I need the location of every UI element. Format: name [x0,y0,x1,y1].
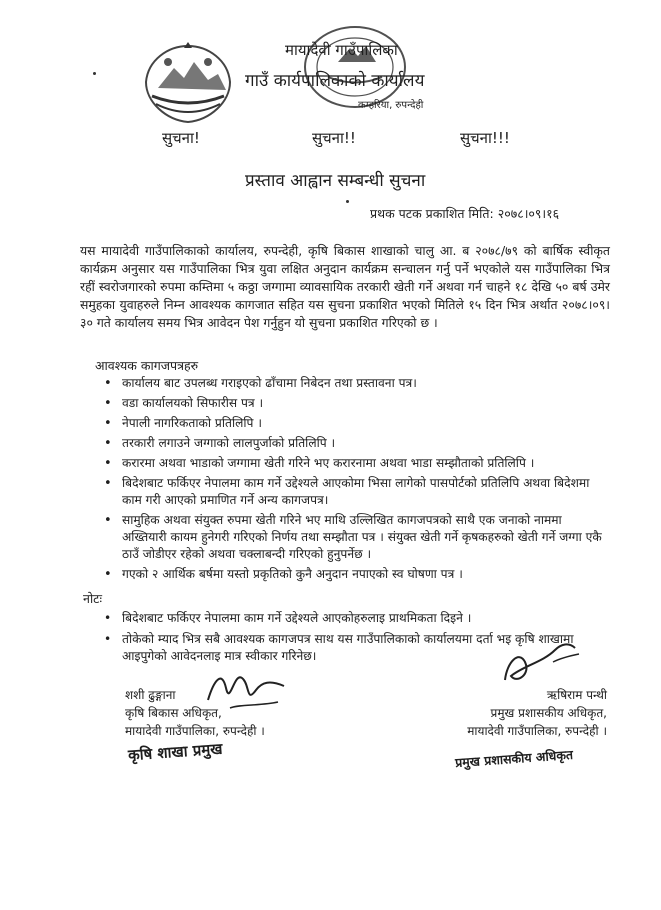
list-item: • तोकेको म्याद भित्र सबै आवश्यक कागजपत्र साथ यस गाउँपालिकाको कार्यालयमा दर्ता भइ कृषि शाखामा आइपुगेको आवेदनलाइ मात्र स्वीकार गरिनेछ। [100,631,610,665]
signatory-name: शशी ढुङ्गाना [125,688,176,702]
signatory-title: कृषि बिकास अधिकृत, [125,706,222,720]
signatory-office: मायादेवी गाउँपालिका, रुपन्देही । [467,724,607,738]
notice-subject: प्रस्ताव आह्वान सम्बन्धी सुचना [245,171,426,191]
office-title: गाउँ कार्यपालिकाको कार्यालय [245,71,425,91]
office-name: मायादेवी गाउँपालिका [285,41,398,59]
signatory-office: मायादेवी गाउँपालिका, रुपन्देही । [125,724,265,738]
notice-label-2: सुचना!! [312,129,356,147]
office-address: कम्हरिया, रुपन्देही [358,100,424,111]
note-label: नोटः [83,591,103,606]
signatory-title: प्रमुख प्रशासकीय अधिकृत, [490,706,607,720]
list-item: • करारमा अथवा भाडाको जग्गामा खेती गरिने भए करारनामा अथवा भाडा सम्झौताको प्रतिलिपि । [100,455,610,472]
nepal-emblem-icon [138,40,238,128]
stamp-text: कृषि शाखा प्रमुख [127,739,224,765]
body-paragraph: यस मायादेवी गाउँपालिकाको कार्यालय, रुपन्देही, कृषि बिकास शाखाको चालु आ. ब २०७८/७९ को बार्षिक स्वीकृत कार्यक्रम अनुसार यस गाउँपालिका भित्र युवा लक्षित अनुदान कार्यक्रम सन्चालन गर्नु पर्ने भएकोले यस गाउँपालिका भित्र रहीं स्वरोजगारको रुपमा कम्तिमा ५ कठ्ठा जग्गामा व्यावसायिक तरकारी खेती गर्ने अथवा गर्न चाहने १८ देखि ५० बर्ष उमेर समुहका युवाहरुले निम्न आवश्यक कागजात सहित यस सुचना प्रकाशित भएको मितिले १५ दिन भित्र अर्थात २०७८।०९।३० गते कार्यालय समय भित्र आवेदन पेश गर्नुहुन यो सुचना प्रकाशित गरिएको छ । [80,243,610,330]
list-item: • वडा कार्यालयको सिफारीस पत्र । [100,395,610,412]
stamp-text: प्रमुख प्रशासकीय अधिकृत [454,746,574,771]
list-item: • नेपाली नागरिकताको प्रतिलिपि । [100,415,610,432]
signature-icon [495,632,585,692]
list-item: • सामुहिक अथवा संयुक्त रुपमा खेती गरिने भए माथि उल्लिखित कागजपत्रको साथै एक जनाको नाममा अख्तियारी कायम हुनेगरी गरिएको निर्णय तथा सम्झौता पत्र । संयुक्त खेती गर्ने कृषकहरुको खेती गर्ने जग्गा एकै ठाउँ जोडीएर रहेको अथवा चक्लाबन्दी गरिएको हुनुपर्नेछ । [100,512,610,563]
scan-mark [93,72,96,75]
notice-label-1: सुचना! [162,129,200,147]
publication-date: प्रथक पटक प्रकाशित मिति: २०७८।०९।१६ [370,206,560,221]
list-item: • बिदेशबाट फर्किएर नेपालमा काम गर्ने उद्देश्यले आएकोमा भिसा लागेको पासपोर्टको प्रतिलिपि अथवा बिदेशमा काम गरी आएको प्रमाणित गर्ने अन्य कागजपत्र। [100,475,610,509]
list-item: • कार्यालय बाट उपलब्ध गराइएको ढाँचामा निबेदन तथा प्रस्तावना पत्र। [100,375,610,392]
notice-label-3: सुचना!!! [460,129,510,147]
signatory-right [432,686,607,740]
requirements-heading: आवश्यक कागजपत्रहरु [95,358,199,373]
list-item: • गएको २ आर्थिक बर्षमा यस्तो प्रकृतिको कुनै अनुदान नपाएको स्व घोषणा पत्र । [100,566,610,583]
list-item: • तरकारी लगाउने जग्गाको लालपुर्जाको प्रतिलिपि । [100,435,610,452]
list-item: • बिदेशबाट फर्किएर नेपालमा काम गर्ने उद्देश्यले आएकोहरुलाइ प्राथमिकता दिइने । [100,610,610,627]
scan-mark [346,200,349,203]
signatory-left [125,686,265,740]
requirements-list [100,375,610,586]
signatory-name: ऋषिराम पन्थी [546,688,607,702]
